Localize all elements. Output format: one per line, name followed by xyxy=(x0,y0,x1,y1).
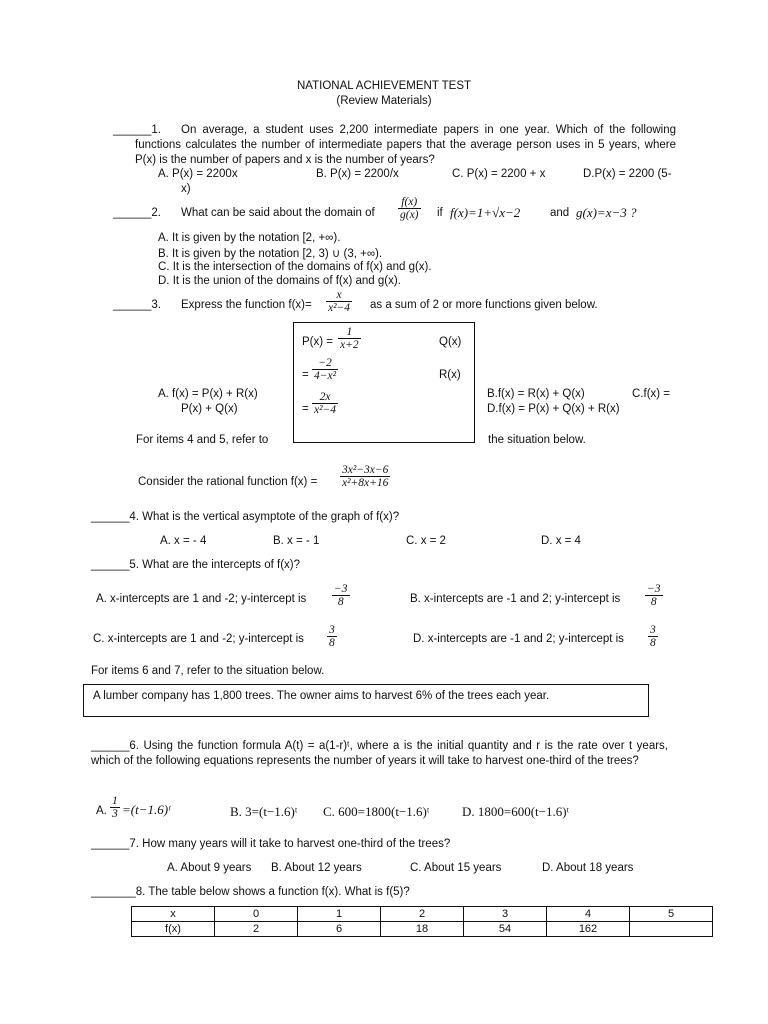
q5-d-den: 8 xyxy=(650,637,656,650)
q3-text2: as a sum of 2 or more functions given below. xyxy=(370,299,598,311)
q5-text: ______5. What are the intercepts of f(x)? xyxy=(91,559,301,571)
q3-text: Express the function f(x)= xyxy=(181,299,312,311)
q-label: Q(x) xyxy=(439,336,462,348)
q7-option-a: A. About 9 years xyxy=(167,862,252,874)
q4-option-d: D. x = 4 xyxy=(541,535,581,547)
table-cell: 5 xyxy=(630,907,713,922)
q6-a-fraction xyxy=(110,795,120,820)
q3-fraction xyxy=(326,289,352,314)
q3-option-c-cont: P(x) + Q(x) xyxy=(181,403,238,415)
q2-option-b: B. It is given by the notation [2, 3) ∪ (3, +∞). xyxy=(158,248,383,260)
q7-option-d: D. About 18 years xyxy=(542,862,634,874)
q6-a-den: 3 xyxy=(112,808,118,821)
q3-option-d: D.f(x) = P(x) + Q(x) + R(x) xyxy=(487,403,620,415)
q3-option-a: A. f(x) = P(x) + R(x) xyxy=(158,388,258,400)
q2-frac-den: g(x) xyxy=(400,209,419,222)
q2-if: if xyxy=(437,207,443,219)
q-num: −2 xyxy=(312,357,338,370)
q6-option-b: B. 3=(t−1.6)ᵗ xyxy=(230,804,298,819)
q7-text: ______7. How many years will it take to harvest one-third of the trees? xyxy=(91,838,451,850)
q5-b-fraction xyxy=(645,583,663,608)
rational-text: Consider the rational function f(x) = xyxy=(138,476,318,488)
q5-a-num: −3 xyxy=(334,583,348,595)
page-title: NATIONAL ACHIEVEMENT TEST xyxy=(296,80,472,92)
q6-option-a: =(t−1.6)ᵗ xyxy=(122,802,171,817)
table-cell: 2 xyxy=(215,922,298,937)
table-cell: 3 xyxy=(464,907,547,922)
r-fraction xyxy=(312,391,338,416)
q6-option-d: D. 1800=600(t−1.6)ᵗ xyxy=(462,804,570,819)
p-label: P(x) = xyxy=(302,336,333,348)
q5-d-num: 3 xyxy=(650,624,656,636)
q2-number: ______2. xyxy=(113,207,161,219)
q5-b-den: 8 xyxy=(650,596,657,609)
table-cell: 18 xyxy=(381,922,464,937)
q2-option-a: A. It is given by the notation [2, +∞). xyxy=(158,232,341,244)
q8-text: _______8. The table below shows a function f(x). What is f(5)? xyxy=(91,886,410,898)
q5-option-c: C. x-intercepts are 1 and -2; y-intercept is xyxy=(93,633,304,645)
table-cell xyxy=(630,922,713,937)
table-cell: f(x) xyxy=(132,922,215,937)
q1-number: ______1. xyxy=(113,124,161,136)
q5-c-num: 3 xyxy=(329,624,335,636)
q-den: 4−x² xyxy=(314,370,337,383)
rational-den: x²+8x+16 xyxy=(342,477,389,490)
function-table xyxy=(131,906,713,937)
q3-option-c: C.f(x) = xyxy=(632,388,671,400)
r-label: R(x) xyxy=(439,369,461,381)
q2-fraction xyxy=(398,196,421,221)
q3-frac-num: x xyxy=(326,289,352,302)
rational-fraction xyxy=(340,464,390,489)
table-row xyxy=(132,907,713,922)
q7-option-b: B. About 12 years xyxy=(271,862,362,874)
q3-number: ______3. xyxy=(113,299,161,311)
q-fraction xyxy=(312,357,338,382)
table-cell: 54 xyxy=(464,922,547,937)
q5-option-b: B. x-intercepts are -1 and 2; y-intercept is xyxy=(410,593,621,605)
q6-text: ______6. Using the function formula A(t) = a(1-r)ᵗ, where a is the initial quantity and r is the rate over t years, which of the following equations represents the number of years it will take to harvest one-third of the trees? xyxy=(91,740,668,767)
q5-a-den: 8 xyxy=(337,596,344,609)
q2-and: and xyxy=(550,207,570,219)
q3-frac-den: x²−4 xyxy=(328,302,351,315)
q6-option-a-label: A. xyxy=(96,805,107,817)
q5-option-a: A. x-intercepts are 1 and -2; y-intercept is xyxy=(96,593,307,605)
q1-option-d: D.P(x) = 2200 (5- xyxy=(583,168,672,180)
q5-option-d: D. x-intercepts are -1 and 2; y-intercept is xyxy=(413,633,624,645)
q4-option-c: C. x = 2 xyxy=(406,535,446,547)
q4-option-a: A. x = - 4 xyxy=(160,535,207,547)
page-subtitle: (Review Materials) xyxy=(336,95,432,107)
table-cell: 4 xyxy=(547,907,630,922)
table-cell: 6 xyxy=(298,922,381,937)
refer-6-7: For items 6 and 7, refer to the situation below. xyxy=(91,665,325,677)
table-row xyxy=(132,922,713,937)
q6-option-c: C. 600=1800(t−1.6)ᵗ xyxy=(323,804,430,819)
q5-c-fraction xyxy=(327,624,337,649)
q1-text: On average, a student uses 2,200 intermediate papers in one year. Which of the following functions calculates the number of intermediate papers that the average person uses in 5 years, where P(x) is the number of papers and x is the number of years? xyxy=(135,124,676,166)
q5-a-fraction xyxy=(332,583,350,608)
q1-option-c: C. P(x) = 2200 + x xyxy=(452,168,546,180)
q2-gx: g(x)=x−3 ? xyxy=(576,205,637,220)
p-num: 1 xyxy=(338,326,361,339)
rational-num: 3x²−3x−6 xyxy=(342,464,389,476)
table-cell: 162 xyxy=(547,922,630,937)
situation-text: A lumber company has 1,800 trees. The owner aims to harvest 6% of the trees each year. xyxy=(93,690,550,702)
r-den: x²−4 xyxy=(314,404,337,417)
table-cell: 0 xyxy=(215,907,298,922)
q3-option-b: B.f(x) = R(x) + Q(x) xyxy=(487,388,585,400)
q2-frac-num: f(x) xyxy=(398,196,421,209)
refer-4-5-left: For items 4 and 5, refer to xyxy=(136,434,269,446)
q6-a-num: 1 xyxy=(112,795,118,807)
q4-text: ______4. What is the vertical asymptote of the graph of f(x)? xyxy=(91,511,400,523)
q1-option-b: B. P(x) = 2200/x xyxy=(316,168,399,180)
q2-fx: f(x)=1+√x−2 xyxy=(450,205,521,220)
q4-option-b: B. x = - 1 xyxy=(273,535,320,547)
refer-4-5-right: the situation below. xyxy=(488,434,586,446)
q1-option-d-cont: x) xyxy=(181,183,191,195)
q7-option-c: C. About 15 years xyxy=(410,862,502,874)
q5-d-fraction xyxy=(648,624,658,649)
q2-text: What can be said about the domain of xyxy=(181,207,375,219)
q5-c-den: 8 xyxy=(329,637,335,650)
q2-option-d: D. It is the union of the domains of f(x) and g(x). xyxy=(158,275,401,287)
p-den: x+2 xyxy=(340,339,359,352)
q-eq: = xyxy=(302,369,309,381)
table-cell: x xyxy=(132,907,215,922)
r-eq: = xyxy=(302,403,309,415)
p-fraction xyxy=(338,326,361,351)
table-cell: 2 xyxy=(381,907,464,922)
q5-b-num: −3 xyxy=(647,583,661,595)
q2-option-c: C. It is the intersection of the domains of f(x) and g(x). xyxy=(158,261,432,273)
r-num: 2x xyxy=(312,391,338,404)
q1-option-a: A. P(x) = 2200x xyxy=(158,168,238,180)
table-cell: 1 xyxy=(298,907,381,922)
